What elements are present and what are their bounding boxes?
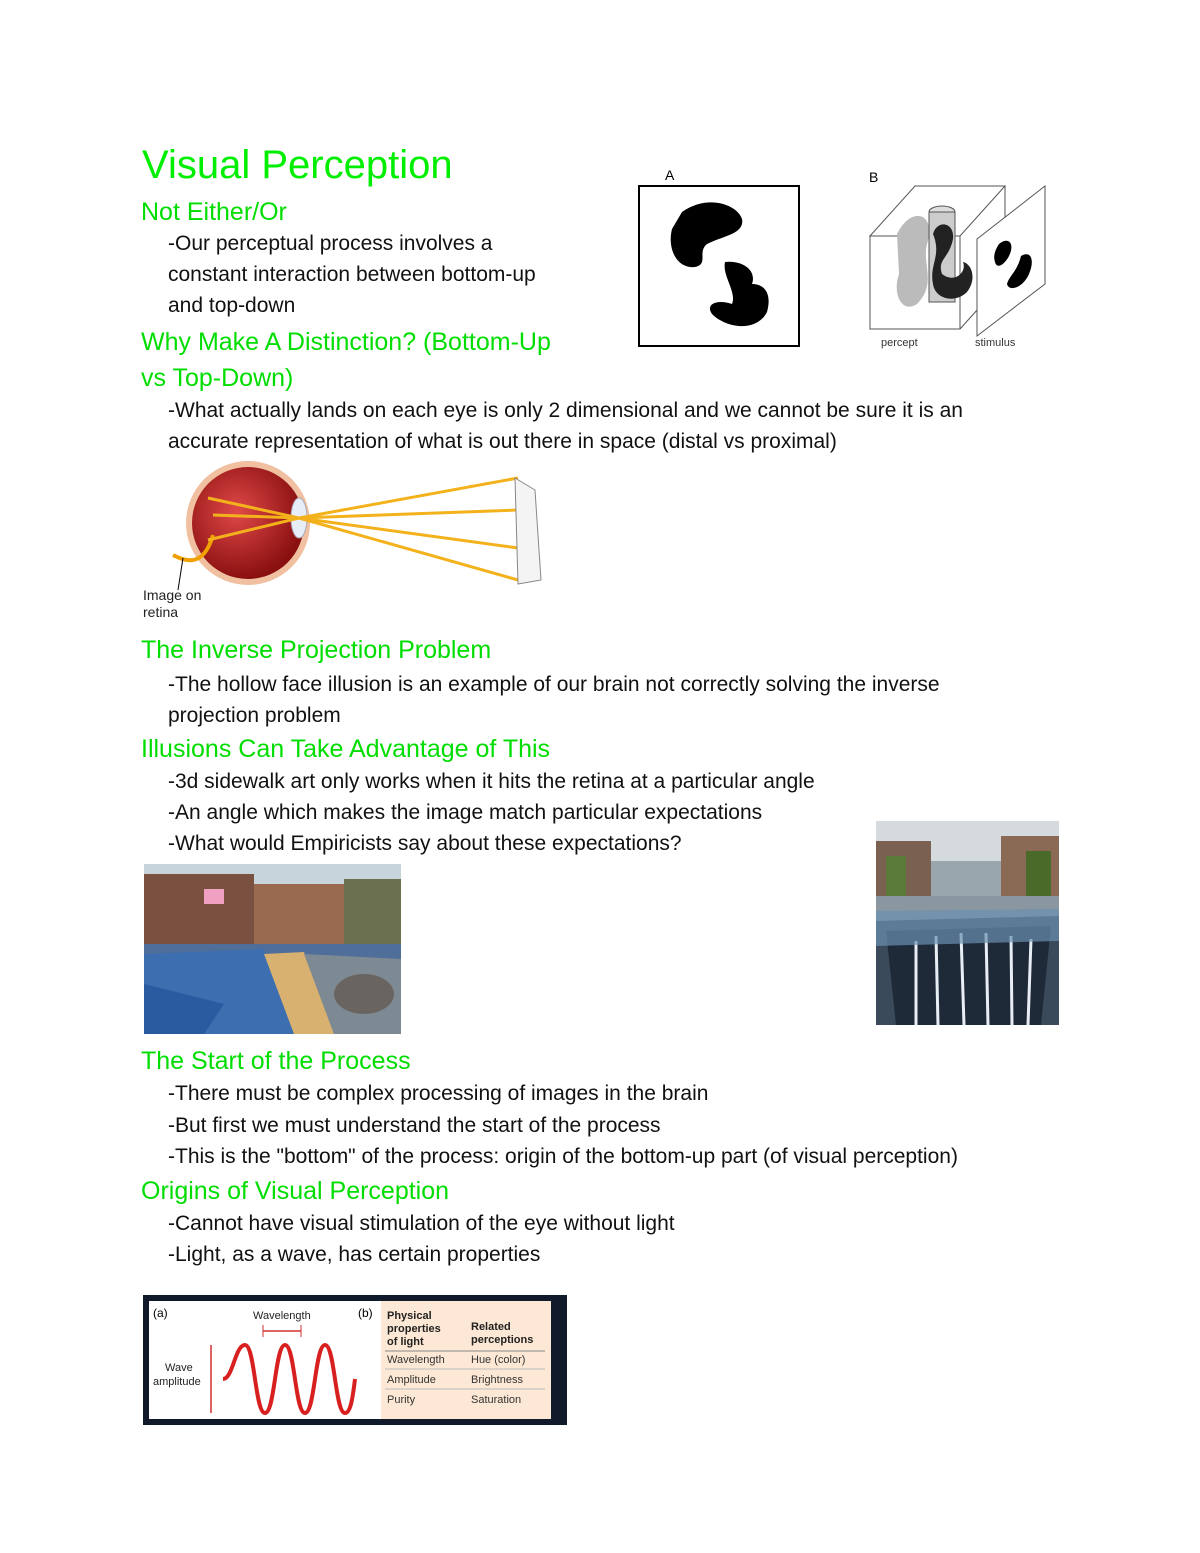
table-cell: Wavelength bbox=[387, 1354, 445, 1366]
eye-caption-line2: retina bbox=[143, 604, 179, 620]
eye-caption-line1: Image on bbox=[143, 587, 202, 603]
text-line: -This is the "bottom" of the process: origin of the bottom-up part (of visual perception) bbox=[168, 1145, 958, 1168]
object-plane-icon bbox=[515, 478, 541, 584]
col2-header-1: Related bbox=[471, 1321, 511, 1333]
heading-illusions: Illusions Can Take Advantage of This bbox=[141, 735, 551, 763]
page-title: Visual Perception bbox=[142, 143, 453, 187]
col1-header-2: properties bbox=[387, 1323, 441, 1335]
text-line: and top-down bbox=[168, 294, 296, 317]
heading-why-distinction: Why Make A Distinction? (Bottom-Up bbox=[141, 328, 551, 356]
stimulus-caption: stimulus bbox=[975, 337, 1016, 349]
text-line: -But first we must understand the start of the process bbox=[168, 1114, 661, 1137]
text-line: -The hollow face illusion is an example of our brain not correctly solving the inverse bbox=[168, 673, 940, 696]
heading-origins: Origins of Visual Perception bbox=[141, 1177, 450, 1205]
text-line: -3d sidewalk art only works when it hits the retina at a particular angle bbox=[168, 770, 815, 793]
wave-label-b: (b) bbox=[358, 1306, 373, 1320]
heading-not-either-or: Not Either/Or bbox=[141, 198, 287, 226]
table-cell: Brightness bbox=[471, 1374, 523, 1386]
col1-header-3: of light bbox=[387, 1336, 424, 1348]
amplitude-label-2: amplitude bbox=[153, 1376, 201, 1388]
sidewalk-art-photo-2 bbox=[876, 821, 1059, 1025]
wavelength-label: Wavelength bbox=[253, 1310, 311, 1322]
heading-inverse-projection: The Inverse Projection Problem bbox=[141, 636, 492, 664]
table-cell: Purity bbox=[387, 1394, 416, 1406]
text-line: -What actually lands on each eye is only 2 dimensional and we cannot be sure it is an bbox=[168, 399, 963, 422]
text-line: accurate representation of what is out there in space (distal vs proximal) bbox=[168, 430, 837, 453]
text-line: constant interaction between bottom-up bbox=[168, 263, 536, 286]
text-line: -What would Empiricists say about these expectations? bbox=[168, 832, 682, 855]
text-line: -An angle which makes the image match particular expectations bbox=[168, 801, 763, 824]
percept-caption: percept bbox=[881, 337, 918, 349]
heading-start-of-process: The Start of the Process bbox=[141, 1047, 411, 1075]
eyeball-icon bbox=[192, 467, 304, 579]
text-line: projection problem bbox=[168, 704, 341, 727]
figure-label-b: B bbox=[869, 169, 879, 185]
table-cell: Amplitude bbox=[387, 1374, 436, 1386]
figure-label-a: A bbox=[665, 167, 675, 183]
text-line: -There must be complex processing of images in the brain bbox=[168, 1082, 709, 1105]
text-line: -Cannot have visual stimulation of the eye without light bbox=[168, 1212, 675, 1235]
amplitude-label-1: Wave bbox=[165, 1362, 193, 1374]
table-cell: Saturation bbox=[471, 1394, 522, 1406]
col1-header-1: Physical bbox=[387, 1310, 432, 1322]
figure-light-wave bbox=[143, 1295, 567, 1425]
figure-eye-projection bbox=[143, 460, 553, 625]
col2-header-2: perceptions bbox=[471, 1334, 534, 1346]
text-line: -Light, as a wave, has certain properties bbox=[168, 1243, 541, 1266]
text-line: -Our perceptual process involves a bbox=[168, 232, 493, 255]
sidewalk-art-photo-1 bbox=[144, 864, 401, 1034]
wave-label-a: (a) bbox=[153, 1306, 168, 1320]
heading-why-distinction-cont: vs Top-Down) bbox=[141, 364, 294, 392]
figure-percept-stimulus bbox=[637, 164, 1057, 354]
stimulus-plane-icon bbox=[977, 186, 1045, 336]
table-cell: Hue (color) bbox=[471, 1354, 526, 1366]
